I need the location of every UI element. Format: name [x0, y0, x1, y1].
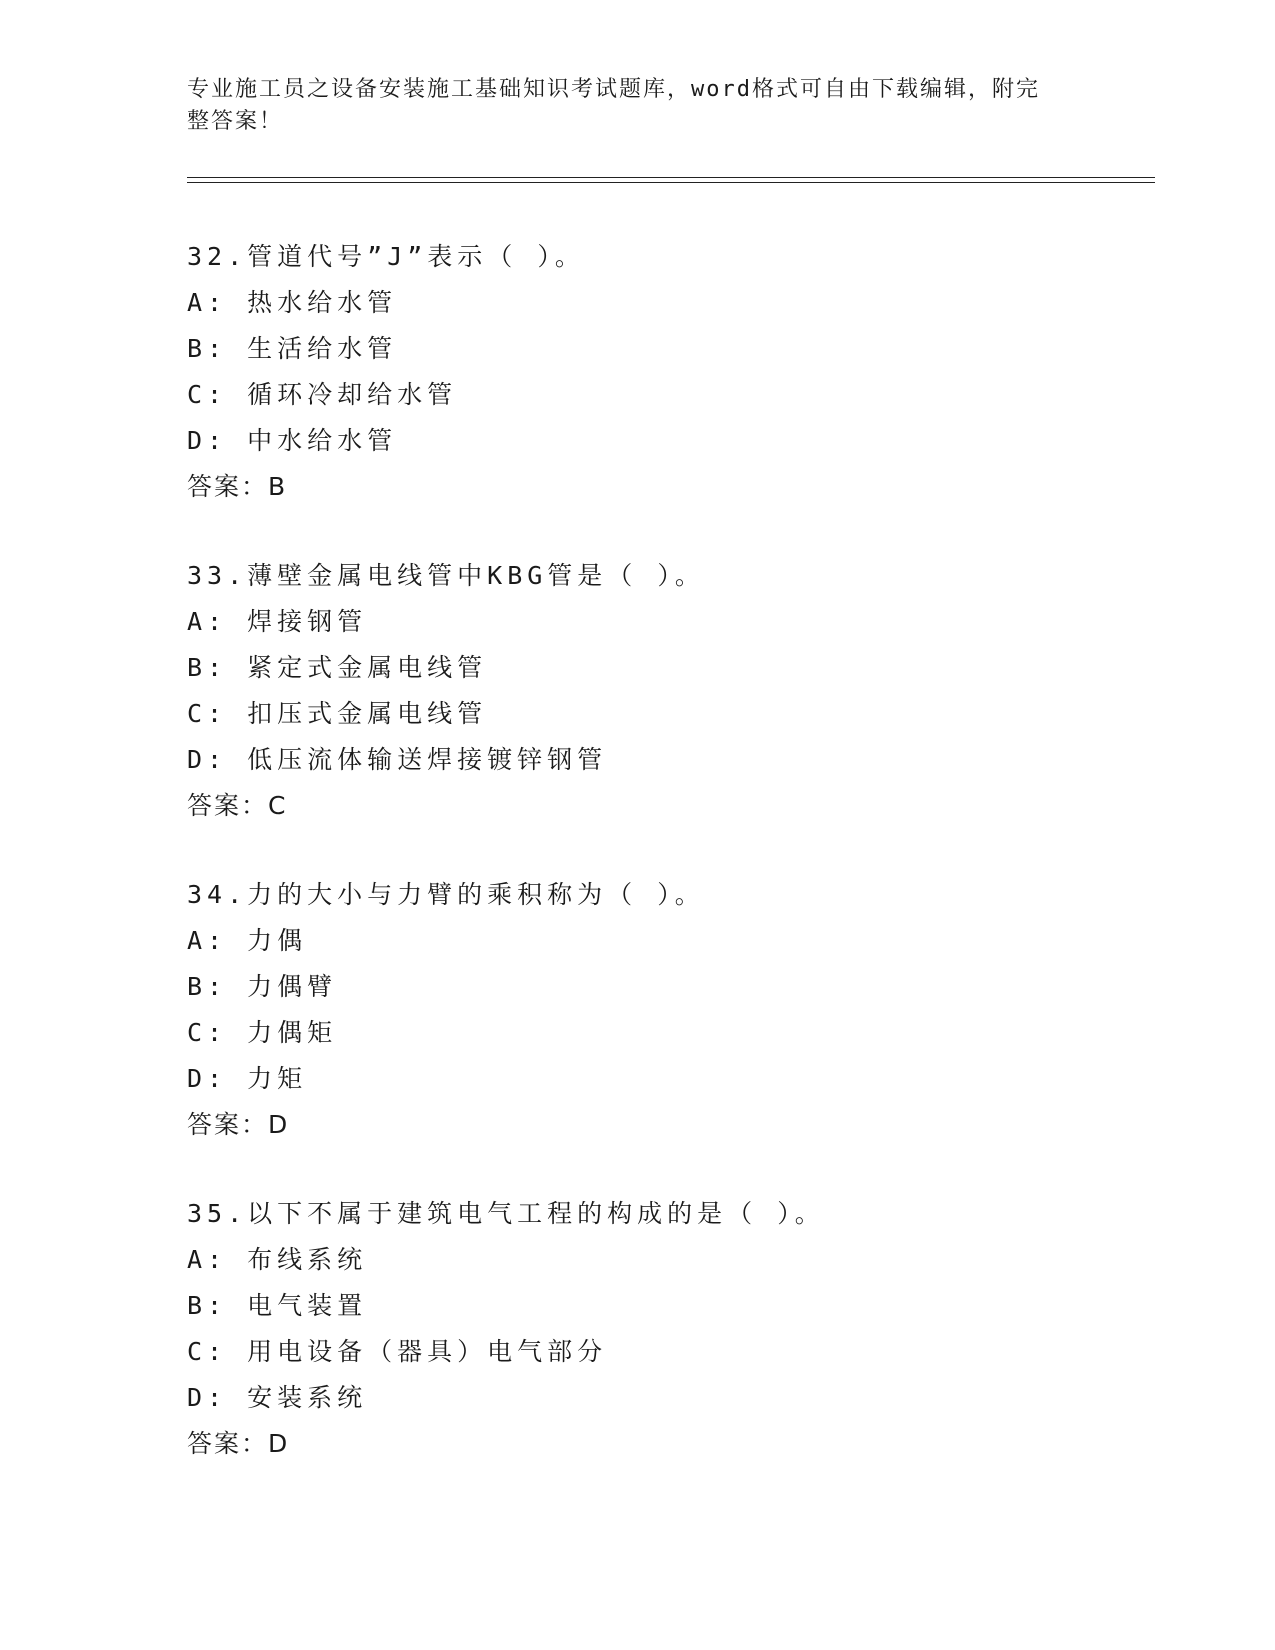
question-stem: 32.管道代号”J”表示（ ）。: [187, 242, 585, 271]
question-stem: 35.以下不属于建筑电气工程的构成的是（ ）。: [187, 1199, 825, 1228]
header-line-2: 整答案！: [187, 109, 284, 134]
answer: 答案：B: [187, 472, 288, 501]
header-divider-bottom: [187, 182, 1155, 183]
question-stem: 33.薄壁金属电线管中KBG管是（ ）。: [187, 561, 705, 590]
option-b: B: 力偶臂: [187, 972, 338, 1001]
option-d: D: 低压流体输送焊接镀锌钢管: [187, 745, 608, 774]
question-stem: 34.力的大小与力臂的乘积称为（ ）。: [187, 880, 705, 909]
option-d: D: 力矩: [187, 1064, 308, 1093]
option-a: A: 焊接钢管: [187, 607, 368, 636]
option-b: B: 生活给水管: [187, 334, 398, 363]
option-c: C: 扣压式金属电线管: [187, 699, 488, 728]
answer: 答案：C: [187, 791, 288, 820]
header-divider-top: [187, 177, 1155, 178]
option-a: A: 布线系统: [187, 1245, 368, 1274]
option-d: D: 中水给水管: [187, 426, 398, 455]
option-c: C: 循环冷却给水管: [187, 380, 458, 409]
option-d: D: 安装系统: [187, 1383, 368, 1412]
option-c: C: 力偶矩: [187, 1018, 338, 1047]
header-line-1: 专业施工员之设备安装施工基础知识考试题库，word格式可自由下载编辑，附完: [187, 77, 1040, 102]
answer: 答案：D: [187, 1110, 290, 1139]
question-33: [187, 553, 1187, 829]
option-a: A: 力偶: [187, 926, 308, 955]
option-a: A: 热水给水管: [187, 288, 398, 317]
question-32: [187, 234, 1187, 510]
document-header: [187, 74, 1087, 138]
option-c: C: 用电设备（器具）电气部分: [187, 1337, 608, 1366]
option-b: B: 紧定式金属电线管: [187, 653, 488, 682]
question-35: [187, 1191, 1187, 1467]
question-34: [187, 872, 1187, 1148]
option-b: B: 电气装置: [187, 1291, 368, 1320]
answer: 答案：D: [187, 1429, 290, 1458]
